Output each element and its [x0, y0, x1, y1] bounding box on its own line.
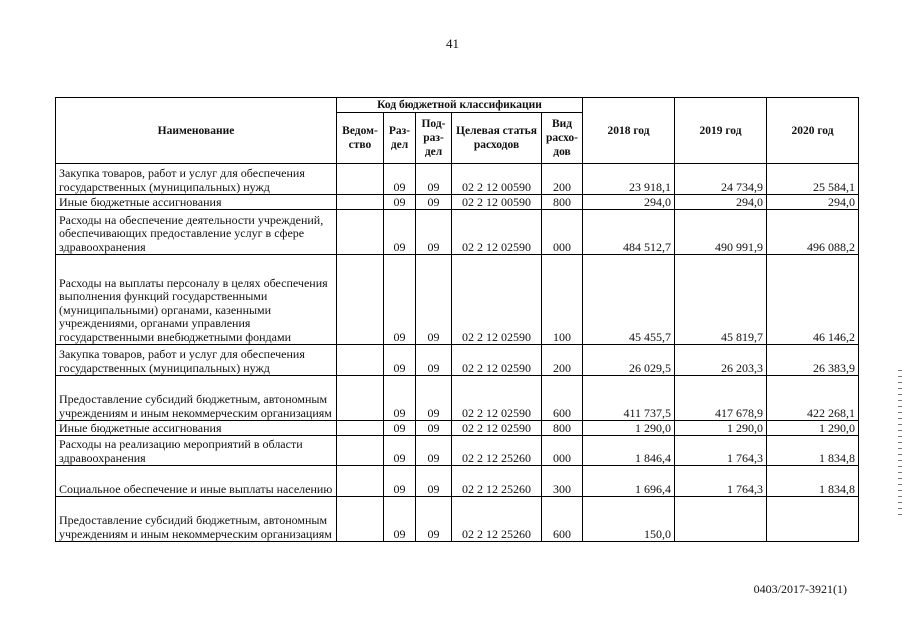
row-value-2019: 417 678,9 — [675, 376, 767, 421]
row-value-2018: 23 918,1 — [583, 164, 675, 195]
row-value-2020: 1 834,8 — [767, 436, 859, 466]
edge-marks — [898, 370, 902, 520]
header-celevaya-statya: Целевая статья расходов — [452, 113, 542, 164]
row-value-2018: 150,0 — [583, 497, 675, 542]
row-podrazdel: 09 — [416, 255, 452, 345]
row-value-2018: 26 029,5 — [583, 345, 675, 376]
row-podrazdel: 09 — [416, 421, 452, 436]
row-value-2019: 26 203,3 — [675, 345, 767, 376]
header-vid-rashodov: Вид расхо-дов — [542, 113, 583, 164]
row-celevaya-statya: 02 2 12 00590 — [452, 195, 542, 210]
row-vedomstvo — [337, 164, 384, 195]
row-name: Закупка товаров, работ и услуг для обеспечения государственных (муниципальных) нужд — [56, 164, 337, 195]
row-vid-rashodov: 800 — [542, 421, 583, 436]
row-value-2018: 45 455,7 — [583, 255, 675, 345]
row-podrazdel: 09 — [416, 210, 452, 255]
header-name: Наименование — [56, 98, 337, 164]
row-value-2019: 24 734,9 — [675, 164, 767, 195]
row-celevaya-statya: 02 2 12 02590 — [452, 376, 542, 421]
row-vedomstvo — [337, 345, 384, 376]
row-podrazdel: 09 — [416, 376, 452, 421]
document-code: 0403/2017-3921(1) — [753, 582, 847, 596]
row-razdel: 09 — [384, 255, 416, 345]
row-name: Иные бюджетные ассигнования — [56, 195, 337, 210]
row-value-2020: 1 290,0 — [767, 421, 859, 436]
row-razdel: 09 — [384, 421, 416, 436]
row-celevaya-statya: 02 2 12 25260 — [452, 436, 542, 466]
row-value-2018: 1 290,0 — [583, 421, 675, 436]
table-row — [56, 466, 859, 497]
table-row — [56, 164, 859, 195]
row-value-2019: 1 764,3 — [675, 466, 767, 497]
row-vedomstvo — [337, 497, 384, 542]
row-vid-rashodov: 600 — [542, 376, 583, 421]
row-value-2020: 46 146,2 — [767, 255, 859, 345]
row-vedomstvo — [337, 376, 384, 421]
row-name: Расходы на обеспечение деятельности учреждений, обеспечивающих предоставление услуг в сфере здравоохранения — [56, 210, 337, 255]
row-value-2020 — [767, 497, 859, 542]
row-value-2019: 1 290,0 — [675, 421, 767, 436]
row-value-2018: 484 512,7 — [583, 210, 675, 255]
row-vedomstvo — [337, 436, 384, 466]
row-name: Закупка товаров, работ и услуг для обеспечения государственных (муниципальных) нужд — [56, 345, 337, 376]
row-celevaya-statya: 02 2 12 25260 — [452, 466, 542, 497]
row-vedomstvo — [337, 195, 384, 210]
row-value-2020: 294,0 — [767, 195, 859, 210]
table-row — [56, 421, 859, 436]
table-row — [56, 195, 859, 210]
row-podrazdel: 09 — [416, 466, 452, 497]
table-row — [56, 255, 859, 345]
row-celevaya-statya: 02 2 12 00590 — [452, 164, 542, 195]
row-value-2020: 422 268,1 — [767, 376, 859, 421]
row-razdel: 09 — [384, 376, 416, 421]
header-2018: 2018 год — [583, 98, 675, 164]
row-celevaya-statya: 02 2 12 02590 — [452, 345, 542, 376]
row-name: Социальное обеспечение и иные выплаты населению — [56, 466, 337, 497]
row-value-2020: 1 834,8 — [767, 466, 859, 497]
row-value-2019: 45 819,7 — [675, 255, 767, 345]
table-row — [56, 436, 859, 466]
row-podrazdel: 09 — [416, 164, 452, 195]
row-vedomstvo — [337, 255, 384, 345]
row-value-2019: 1 764,3 — [675, 436, 767, 466]
row-name: Предоставление субсидий бюджетным, автономным учреждениям и иным некоммерческим организациям — [56, 497, 337, 542]
row-podrazdel: 09 — [416, 436, 452, 466]
header-code-group: Код бюджетной классификации — [337, 98, 583, 113]
header-razdel: Раз-дел — [384, 113, 416, 164]
row-vid-rashodov: 000 — [542, 210, 583, 255]
row-name: Расходы на реализацию мероприятий в области здравоохранения — [56, 436, 337, 466]
row-value-2019: 294,0 — [675, 195, 767, 210]
row-podrazdel: 09 — [416, 497, 452, 542]
row-value-2019 — [675, 497, 767, 542]
row-value-2018: 1 846,4 — [583, 436, 675, 466]
row-value-2019: 490 991,9 — [675, 210, 767, 255]
row-celevaya-statya: 02 2 12 02590 — [452, 421, 542, 436]
row-razdel: 09 — [384, 345, 416, 376]
row-value-2020: 26 383,9 — [767, 345, 859, 376]
row-podrazdel: 09 — [416, 195, 452, 210]
header-podrazdel: Под-раз-дел — [416, 113, 452, 164]
row-razdel: 09 — [384, 497, 416, 542]
row-celevaya-statya: 02 2 12 25260 — [452, 497, 542, 542]
row-value-2018: 411 737,5 — [583, 376, 675, 421]
row-vid-rashodov: 800 — [542, 195, 583, 210]
row-name: Предоставление субсидий бюджетным, автономным учреждениям и иным некоммерческим организациям — [56, 376, 337, 421]
row-vid-rashodov: 600 — [542, 497, 583, 542]
table-row — [56, 497, 859, 542]
header-vedomstvo: Ведом-ство — [337, 113, 384, 164]
row-name: Иные бюджетные ассигнования — [56, 421, 337, 436]
row-vedomstvo — [337, 466, 384, 497]
row-razdel: 09 — [384, 195, 416, 210]
row-razdel: 09 — [384, 164, 416, 195]
row-razdel: 09 — [384, 436, 416, 466]
row-vid-rashodov: 100 — [542, 255, 583, 345]
row-value-2020: 496 088,2 — [767, 210, 859, 255]
budget-table-body — [56, 164, 859, 542]
row-value-2018: 1 696,4 — [583, 466, 675, 497]
row-vedomstvo — [337, 210, 384, 255]
row-name: Расходы на выплаты персоналу в целях обеспечения выполнения функций государственными (муниципальными) органами, казенными учреждениями, органами управления государственными внебюджетными фондами — [56, 255, 337, 345]
table-row — [56, 210, 859, 255]
row-vid-rashodov: 200 — [542, 164, 583, 195]
row-podrazdel: 09 — [416, 345, 452, 376]
budget-table — [55, 97, 859, 542]
row-value-2020: 25 584,1 — [767, 164, 859, 195]
header-2019: 2019 год — [675, 98, 767, 164]
row-razdel: 09 — [384, 466, 416, 497]
table-row — [56, 345, 859, 376]
row-vid-rashodov: 200 — [542, 345, 583, 376]
row-vid-rashodov: 300 — [542, 466, 583, 497]
row-value-2018: 294,0 — [583, 195, 675, 210]
row-vedomstvo — [337, 421, 384, 436]
header-2020: 2020 год — [767, 98, 859, 164]
row-vid-rashodov: 000 — [542, 436, 583, 466]
page-number: 41 — [446, 36, 459, 51]
table-row — [56, 376, 859, 421]
row-celevaya-statya: 02 2 12 02590 — [452, 210, 542, 255]
row-razdel: 09 — [384, 210, 416, 255]
row-celevaya-statya: 02 2 12 02590 — [452, 255, 542, 345]
